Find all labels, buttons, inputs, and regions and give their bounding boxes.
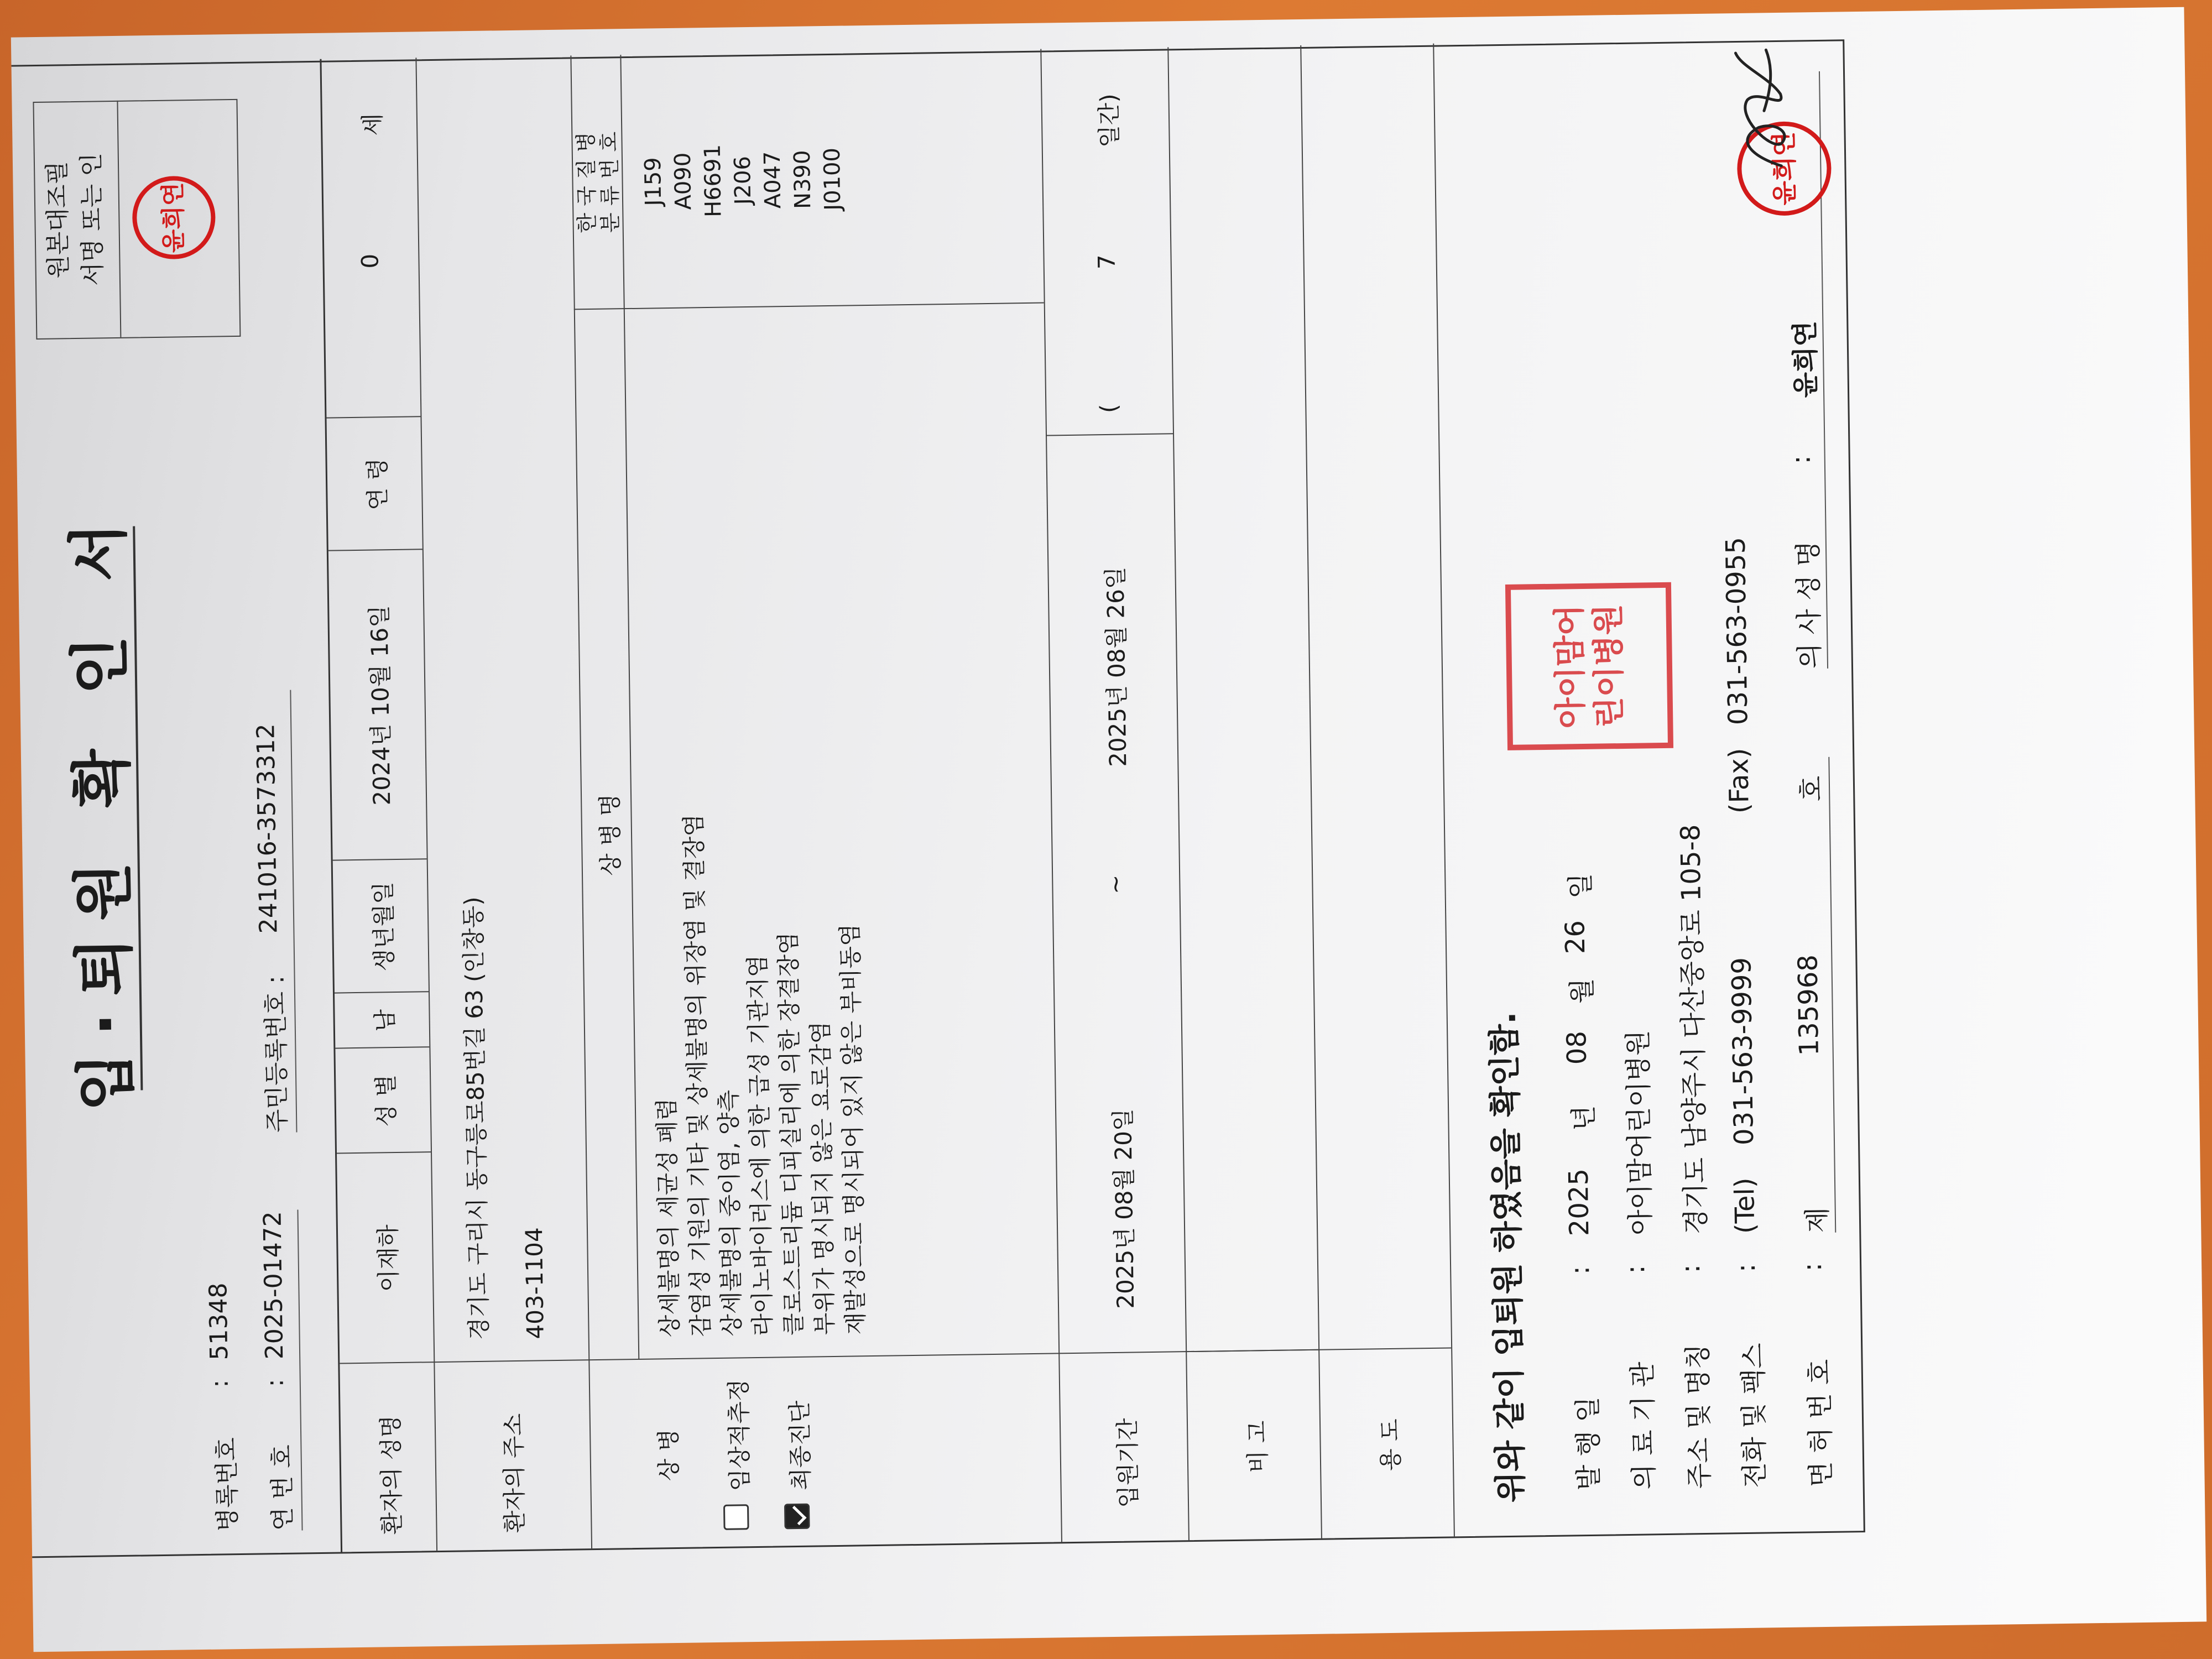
registration-no: 51348 <box>204 1282 234 1360</box>
license-underline <box>1828 757 1836 1233</box>
issue-year: 2025 <box>1563 1168 1595 1237</box>
address-line1: 경기도 구리시 동구릉로85번길 63 (인창동) <box>459 896 493 1340</box>
days-count: 7 <box>1093 254 1120 270</box>
admission-from: 2025년 08월 20일 <box>1109 1108 1140 1309</box>
age-value: 0 <box>356 253 384 269</box>
diagnosis-item: 라이노바이러스에 의한 급성 기관지염 <box>744 954 776 1337</box>
fax-label: (Fax) <box>1723 748 1755 814</box>
verification-label <box>39 101 111 338</box>
verification-seal: 윤희연 <box>132 175 216 259</box>
license-number: 135968 <box>1792 954 1825 1056</box>
days-close: 일간) <box>1095 93 1123 148</box>
address-label: 환자의 주소 <box>499 1413 529 1533</box>
verification-divider <box>117 101 121 337</box>
age-unit: 세 <box>358 113 387 136</box>
code-header-line2: 분 류 번 호 <box>597 131 623 233</box>
birth-label: 생년월일 <box>369 881 398 972</box>
certificate-document <box>11 7 1922 1636</box>
doctor-signature <box>1713 44 1814 178</box>
info-table <box>320 44 1452 1552</box>
tel-label: (Tel) <box>1729 1177 1761 1234</box>
serial-no-label: 연 번 호 <box>268 1444 298 1531</box>
days-divider <box>1046 433 1173 436</box>
issue-day: 26 <box>1559 920 1592 954</box>
phone-colon: : <box>1730 1263 1762 1273</box>
paper-sheet <box>11 7 2206 1652</box>
doctor-label: 의 사 성 명 <box>1792 540 1826 669</box>
doctor-name: 윤희연 <box>1790 320 1822 398</box>
resident-no-label: 주민등록번호 : <box>261 975 292 1133</box>
issue-year-unit: 년 <box>1568 1105 1600 1131</box>
hospital-address-colon: : <box>1675 1264 1707 1274</box>
institution-colon: : <box>1620 1265 1651 1275</box>
institution-label: 의 료 기 관 <box>1627 1361 1660 1490</box>
registration-no-label: 병록번호 <box>212 1437 242 1532</box>
sex-label: 성 별 <box>372 1074 400 1127</box>
serial-underline <box>297 1210 302 1531</box>
admission-tilde: ~ <box>1102 874 1129 895</box>
issue-day-unit: 일 <box>1565 873 1597 899</box>
row-line-5 <box>1300 45 1322 1538</box>
row-line-3 <box>1040 49 1062 1542</box>
document-frame <box>11 39 1865 1558</box>
license-label: 면 허 번 호 <box>1804 1359 1837 1488</box>
final-diagnosis-checkbox[interactable] <box>784 1504 810 1530</box>
license-suffix: 호 <box>1796 775 1828 802</box>
birth-value: 2024년 10월 16일 <box>366 604 396 806</box>
row-line-6 <box>1433 44 1455 1537</box>
tel-number: 031-563-9999 <box>1726 957 1760 1146</box>
resident-no: 241016-3573312 <box>252 723 283 934</box>
license-prefix: 제 <box>1802 1207 1834 1233</box>
document-title: 입·퇴원 확 인 서 <box>62 505 142 1112</box>
license-colon: : <box>1797 1262 1828 1272</box>
diagnosis-item: 상세불명의 세균성 폐렴 <box>653 1098 684 1338</box>
final-diagnosis-label: 최종진단 <box>786 1400 815 1491</box>
diagnosis-code: J159 <box>640 156 667 206</box>
diagnosis-label: 상 병 <box>655 1428 683 1481</box>
address-line2: 403-1104 <box>520 1227 549 1339</box>
serial-no: 2025-01472 <box>258 1211 289 1360</box>
address-name-label: 주소 및 명칭 <box>1682 1343 1715 1489</box>
disease-name-header: 상 병 명 <box>596 794 625 877</box>
diagnosis-code: J206 <box>729 155 757 205</box>
code-list <box>638 129 848 231</box>
diagnosis-code: N390 <box>789 150 816 210</box>
fax-number: 031-563-0955 <box>1720 536 1754 726</box>
diagnosis-code: J0100 <box>819 147 846 211</box>
remarks-label: 비 고 <box>1243 1420 1272 1473</box>
clinical-estimate-checkbox[interactable] <box>723 1504 749 1530</box>
verification-label-line2: 서명 또는 인 <box>77 152 108 286</box>
clinical-estimate-label: 임상적추정 <box>724 1379 754 1491</box>
institution-name: 아이맘어린이병원 <box>1623 1030 1657 1236</box>
verification-label-line1: 원본대조필 <box>43 160 73 279</box>
row-line-1 <box>415 58 437 1551</box>
diagnosis-item: 클로스트리듐 디피실리에 의한 장결장염 <box>774 931 807 1336</box>
diagnosis-code: A047 <box>759 151 786 209</box>
hospital-seal: 아이맘어린이병원 <box>1505 582 1673 750</box>
diagnosis-code: H6691 <box>700 144 727 218</box>
registration-colon: : <box>205 1379 234 1388</box>
days-open: ( <box>1095 404 1123 414</box>
row-line-4 <box>1167 47 1190 1540</box>
code-header-line1: 한 국 질 병 <box>573 132 599 233</box>
confirmation-text: 위와 같이 입퇴원 하였음을 확인함. <box>1485 1011 1530 1503</box>
phone-label: 전화 및 팩스 <box>1738 1343 1771 1489</box>
purpose-label: 용 도 <box>1376 1418 1405 1472</box>
issue-month-unit: 월 <box>1566 978 1598 1004</box>
age-label: 연 령 <box>363 457 392 510</box>
patient-name: 이재하 <box>374 1224 403 1292</box>
code-column-line <box>574 302 1044 310</box>
diagnosis-item: 부위가 명시되지 않은 요로감염 <box>806 1021 838 1335</box>
doctor-colon: : <box>1785 455 1817 465</box>
issue-month: 08 <box>1561 1030 1593 1065</box>
sex-value: 남 <box>371 1009 399 1032</box>
diagnosis-item: 상세불명의 중이염, 양측 <box>714 1089 745 1337</box>
issue-date-colon: : <box>1564 1265 1596 1275</box>
patient-name-label: 환자의 성명 <box>377 1415 406 1535</box>
doctor-seal: 윤희연 <box>1736 121 1832 216</box>
admission-to: 2025년 08월 26일 <box>1102 566 1132 768</box>
remarks-line <box>1186 1349 1318 1352</box>
diagnosis-item: 감염성 기원의 기타 및 상세불명의 위장염 및 결장염 <box>680 813 714 1337</box>
diagnosis-code: A090 <box>670 152 697 210</box>
admission-label: 입원기간 <box>1113 1417 1142 1508</box>
code-header <box>573 55 623 310</box>
serial-colon: : <box>260 1378 289 1387</box>
issue-date-label: 발 행 일 <box>1572 1396 1605 1491</box>
hospital-address: 경기도 남양주시 다산중앙로 105-8 <box>1674 824 1712 1235</box>
diagnosis-list <box>648 812 872 1338</box>
original-verification-box <box>33 99 241 340</box>
diagnosis-item: 재발성으로 명시되어 있지 않은 부비동염 <box>836 924 869 1335</box>
